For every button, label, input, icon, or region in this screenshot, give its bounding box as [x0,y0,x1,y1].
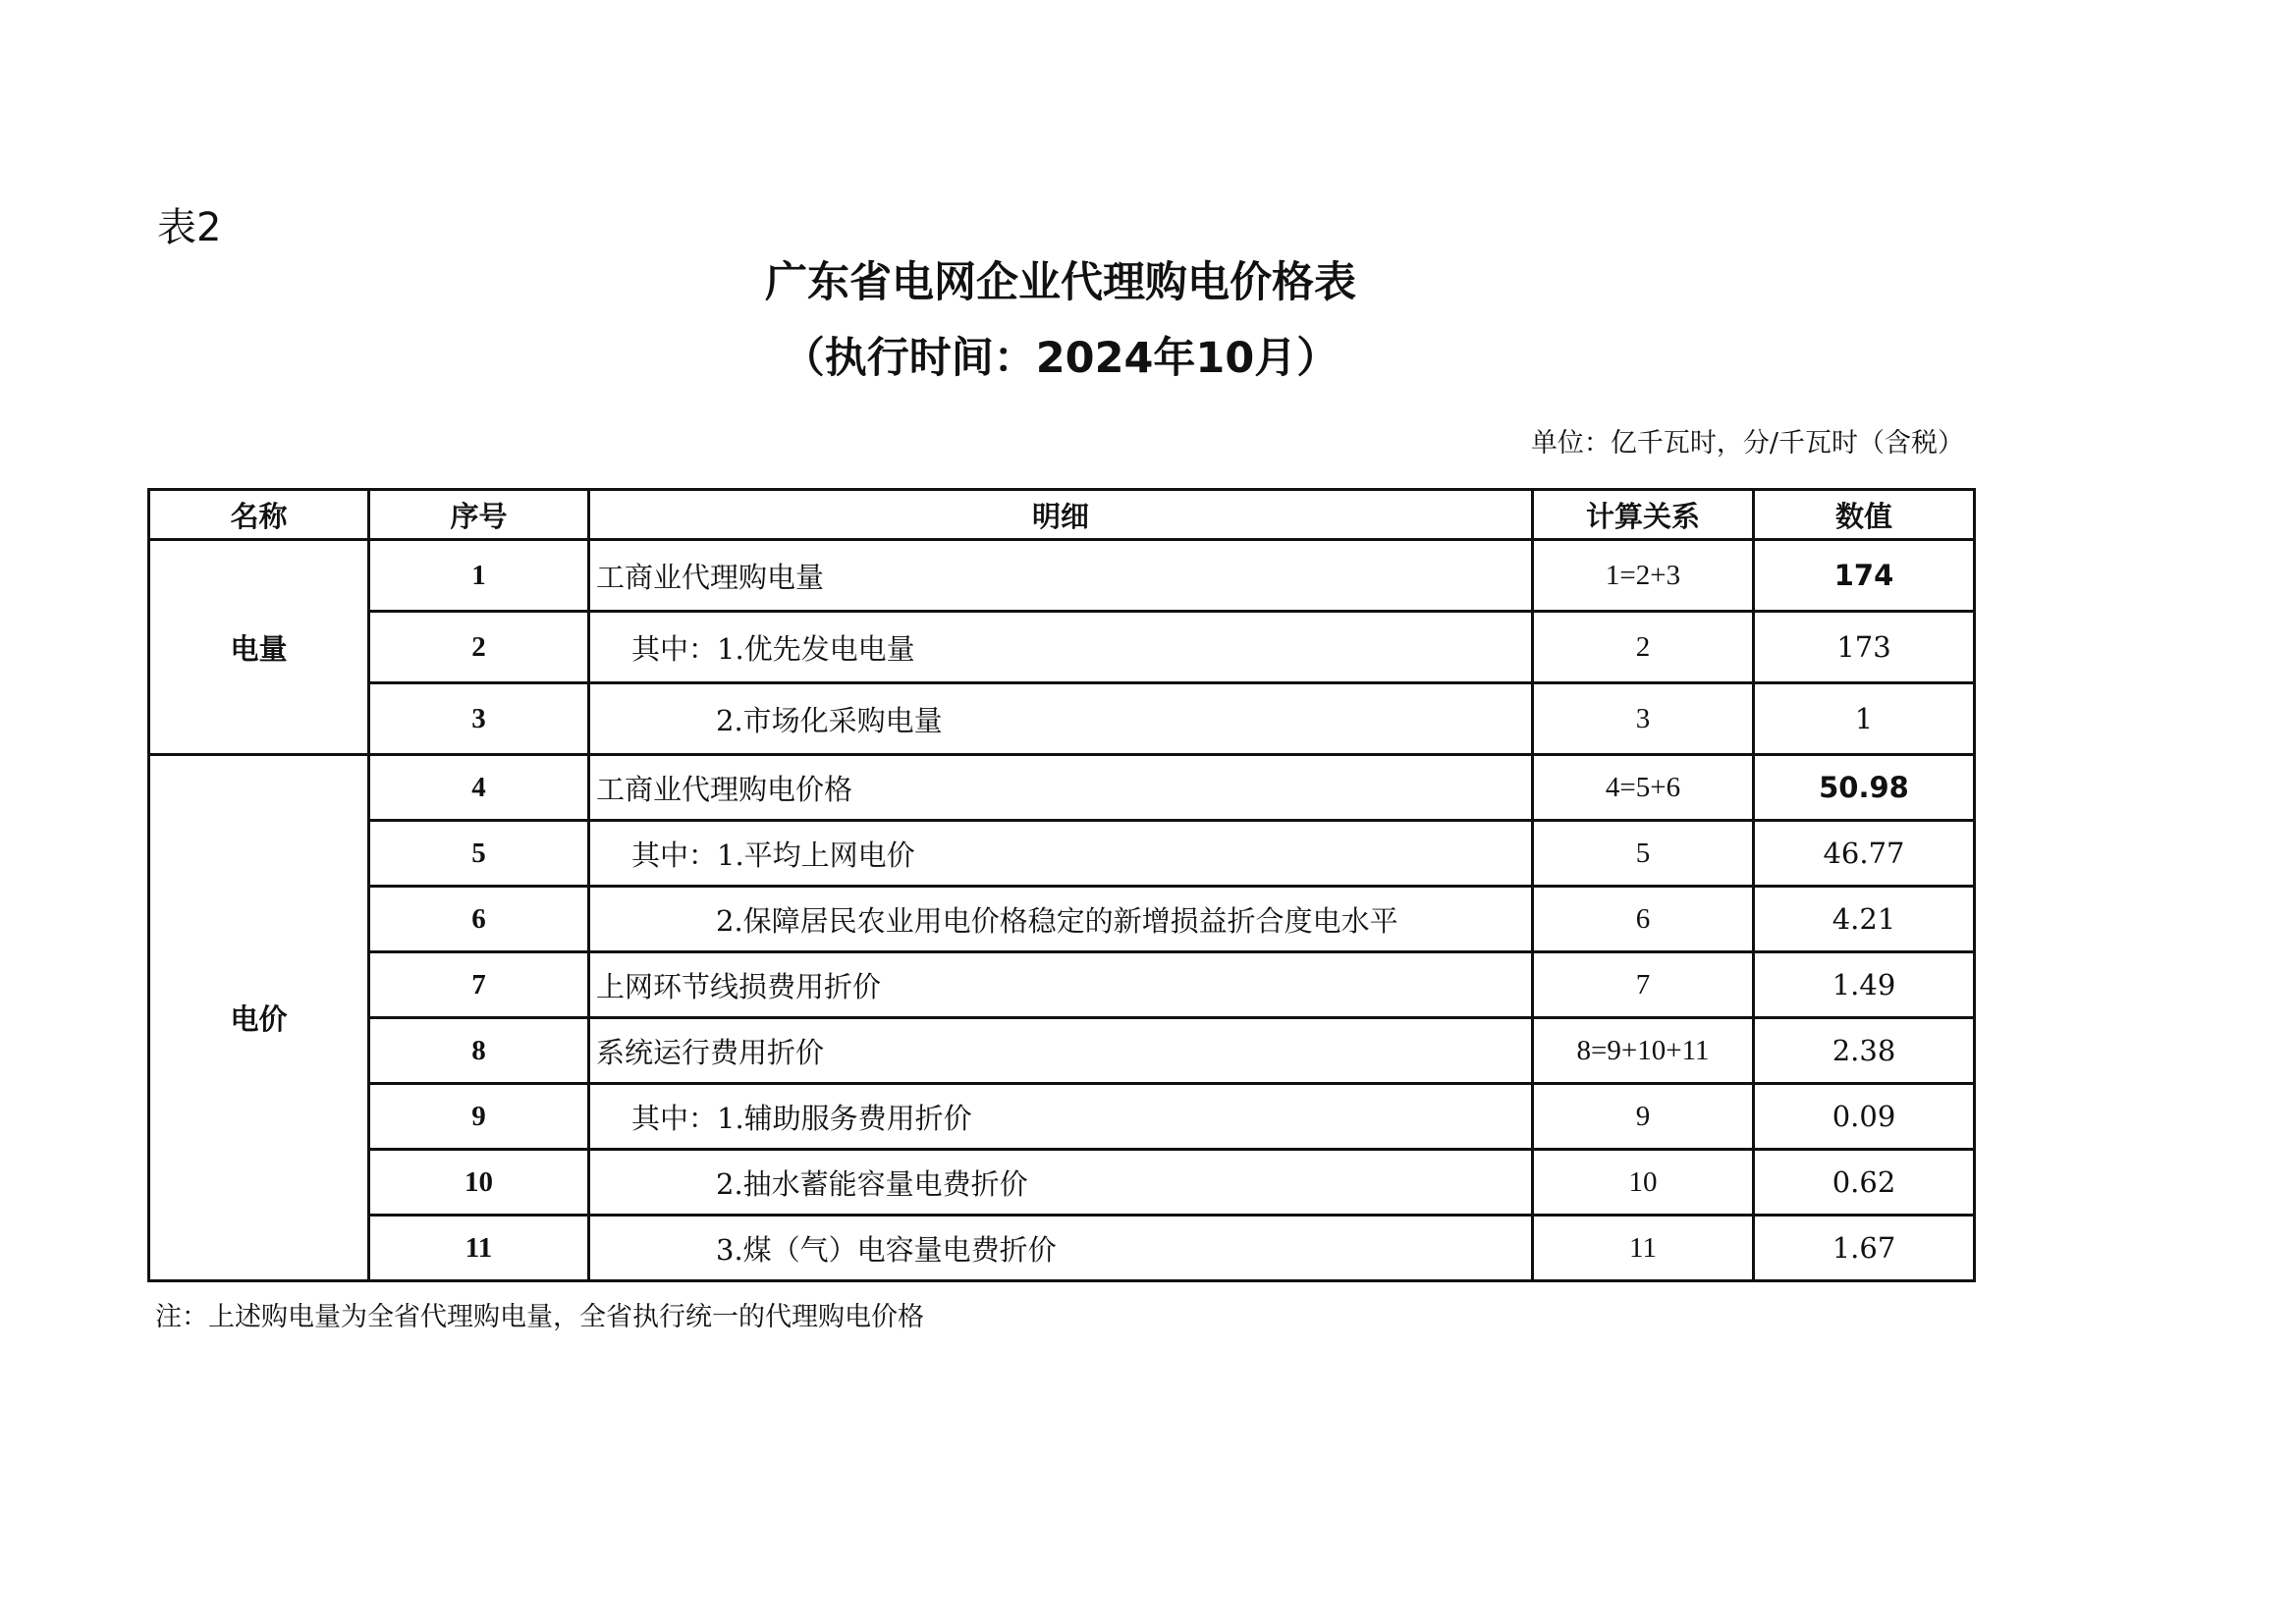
row-calc: 3 [1533,683,1754,755]
unit-note: 单位：亿千瓦时，分/千瓦时（含税） [1530,428,1964,459]
row-value: 1.67 [1754,1216,1975,1281]
header-detail: 明细 [589,490,1533,540]
row-seq: 4 [369,755,589,821]
row-calc: 7 [1533,952,1754,1018]
table-row [149,1150,1975,1216]
row-value: 1 [1754,683,1975,755]
row-value: 0.09 [1754,1084,1975,1150]
row-detail: 其中：1.辅助服务费用折价 [589,1084,1533,1150]
table-row [149,1216,1975,1281]
row-calc: 1=2+3 [1533,540,1754,612]
row-seq: 7 [369,952,589,1018]
row-calc: 4=5+6 [1533,755,1754,821]
row-detail: 其中：1.优先发电电量 [589,612,1533,683]
row-calc: 8=9+10+11 [1533,1018,1754,1084]
row-value: 0.62 [1754,1150,1975,1216]
row-value: 50.98 [1754,755,1975,821]
row-calc: 9 [1533,1084,1754,1150]
table-label: 表2 [157,205,222,250]
row-value: 2.38 [1754,1018,1975,1084]
table-row [149,612,1975,683]
row-seq: 11 [369,1216,589,1281]
table-row [149,887,1975,952]
footnote: 注：上述购电量为全省代理购电量，全省执行统一的代理购电价格 [155,1302,924,1332]
row-value: 174 [1754,540,1975,612]
row-detail: 2.抽水蓄能容量电费折价 [589,1150,1533,1216]
header-name: 名称 [149,490,369,540]
group-name: 电量 [149,540,369,755]
row-value: 46.77 [1754,821,1975,887]
group-name: 电价 [149,755,369,1281]
row-detail: 其中：1.平均上网电价 [589,821,1533,887]
row-detail: 3.煤（气）电容量电费折价 [589,1216,1533,1281]
table-row [149,1018,1975,1084]
row-calc: 10 [1533,1150,1754,1216]
row-detail: 2.市场化采购电量 [589,683,1533,755]
row-detail: 系统运行费用折价 [589,1018,1533,1084]
table-row [149,540,1975,612]
row-detail: 上网环节线损费用折价 [589,952,1533,1018]
price-table [147,488,1976,1282]
row-detail: 2.保障居民农业用电价格稳定的新增损益折合度电水平 [589,887,1533,952]
row-calc: 6 [1533,887,1754,952]
row-value: 4.21 [1754,887,1975,952]
page-title: 广东省电网企业代理购电价格表 [765,258,1356,307]
row-calc: 2 [1533,612,1754,683]
row-value: 173 [1754,612,1975,683]
table-row [149,952,1975,1018]
row-detail: 工商业代理购电量 [589,540,1533,612]
row-seq: 2 [369,612,589,683]
table-row [149,683,1975,755]
row-seq: 8 [369,1018,589,1084]
row-seq: 3 [369,683,589,755]
page-subtitle: （执行时间：2024年10月） [782,334,1339,383]
row-seq: 10 [369,1150,589,1216]
row-seq: 9 [369,1084,589,1150]
table-row [149,755,1975,821]
header-calc: 计算关系 [1533,490,1754,540]
row-calc: 5 [1533,821,1754,887]
table-row [149,821,1975,887]
header-seq: 序号 [369,490,589,540]
header-row [149,490,1975,540]
table-row [149,1084,1975,1150]
row-calc: 11 [1533,1216,1754,1281]
row-value: 1.49 [1754,952,1975,1018]
header-value: 数值 [1754,490,1975,540]
row-detail: 工商业代理购电价格 [589,755,1533,821]
row-seq: 5 [369,821,589,887]
row-seq: 1 [369,540,589,612]
row-seq: 6 [369,887,589,952]
